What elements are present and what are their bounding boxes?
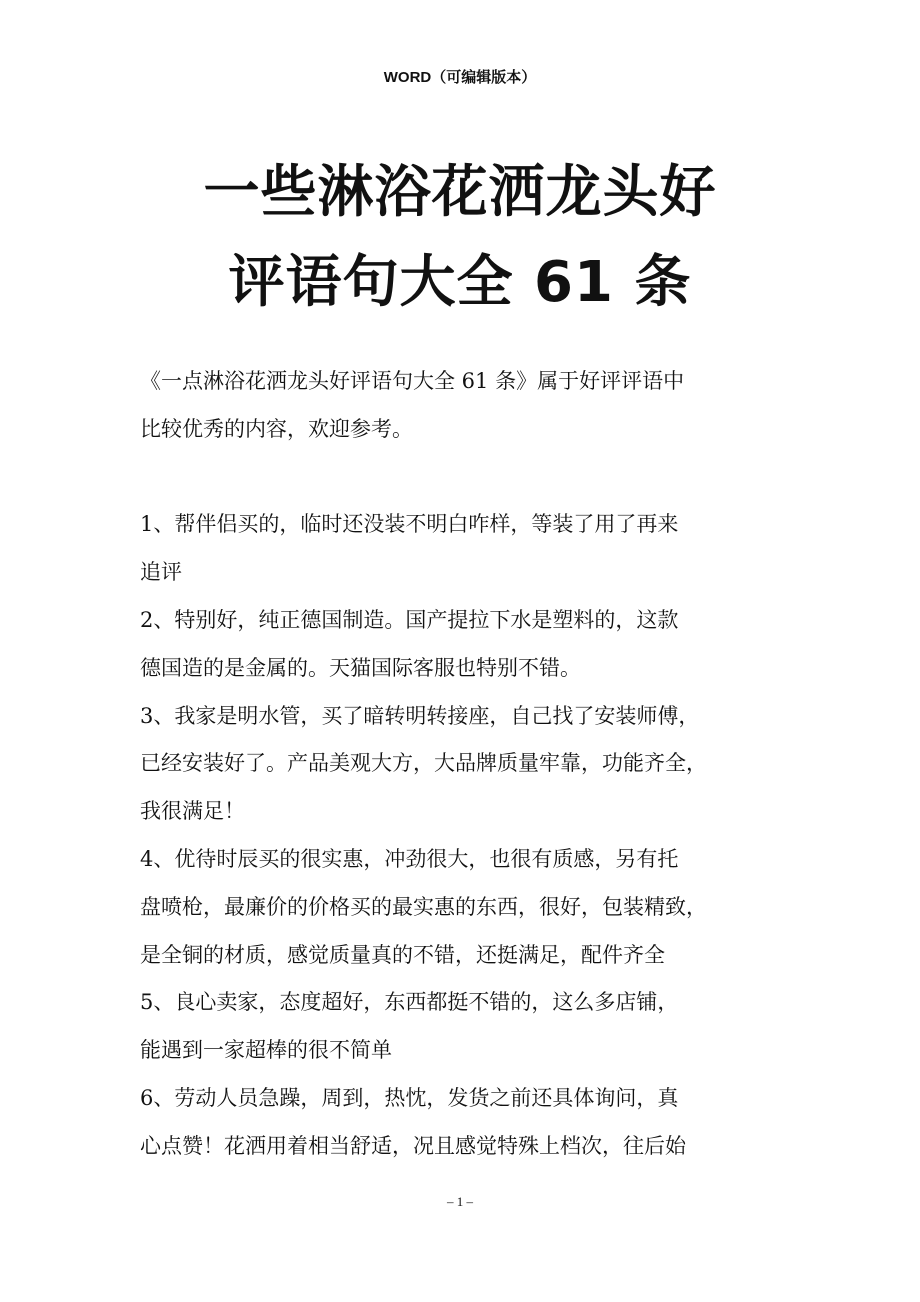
review-item-1: [140, 501, 800, 597]
review-line: 1、帮伴侣买的，临时还没装不明白咋样，等装了用了再来: [140, 512, 679, 537]
document-body: [140, 358, 800, 1171]
page-number: – 1 –: [447, 1194, 473, 1209]
intro-line: 比较优秀的内容，欢迎参考。: [140, 416, 413, 441]
review-line: 是全铜的材质，感觉质量真的不错，还挺满足，配件齐全: [140, 942, 665, 967]
title-line-2: 评语句大全 61 条: [228, 250, 692, 315]
intro-paragraph: [140, 358, 800, 454]
review-item-3: [140, 693, 800, 836]
review-line: 已经安装好了。产品美观大方，大品牌质量牢靠，功能齐全，: [140, 751, 707, 776]
review-line: 心点赞！花洒用着相当舒适，况且感觉特殊上档次，往后始: [140, 1133, 686, 1158]
review-line: 5、良心卖家，态度超好，东西都挺不错的，这么多店铺，: [140, 990, 679, 1015]
review-item-6: [140, 1075, 800, 1171]
review-line: 盘喷枪，最廉价的价格买的最实惠的东西，很好，包装精致，: [140, 894, 707, 919]
review-line: 能遇到一家超棒的很不简单: [140, 1038, 392, 1063]
review-line: 2、特别好，纯正德国制造。国产提拉下水是塑料的，这款: [140, 607, 679, 632]
review-item-4: [140, 836, 800, 979]
review-line: 德国造的是金属的。天猫国际客服也特别不错。: [140, 655, 581, 680]
intro-line: 《一点淋浴花洒龙头好评语句大全 61 条》属于好评评语中: [140, 369, 685, 393]
document-title: [60, 148, 860, 328]
title-line-1: 一些淋浴花洒龙头好: [203, 160, 717, 225]
review-item-2: [140, 597, 800, 693]
review-line: 4、优待时辰买的很实惠，冲劲很大，也很有质感，另有托: [140, 846, 679, 871]
document-header: WORD（可编辑版本）: [383, 69, 537, 86]
review-item-5: [140, 979, 800, 1075]
review-line: 3、我家是明水管，买了暗转明转接座，自己找了安装师傅，: [140, 703, 700, 728]
review-line: 我很满足！: [140, 799, 245, 824]
review-line: 6、劳动人员急躁，周到，热忱，发货之前还具体询问，真: [140, 1085, 679, 1110]
review-line: 追评: [140, 560, 182, 585]
